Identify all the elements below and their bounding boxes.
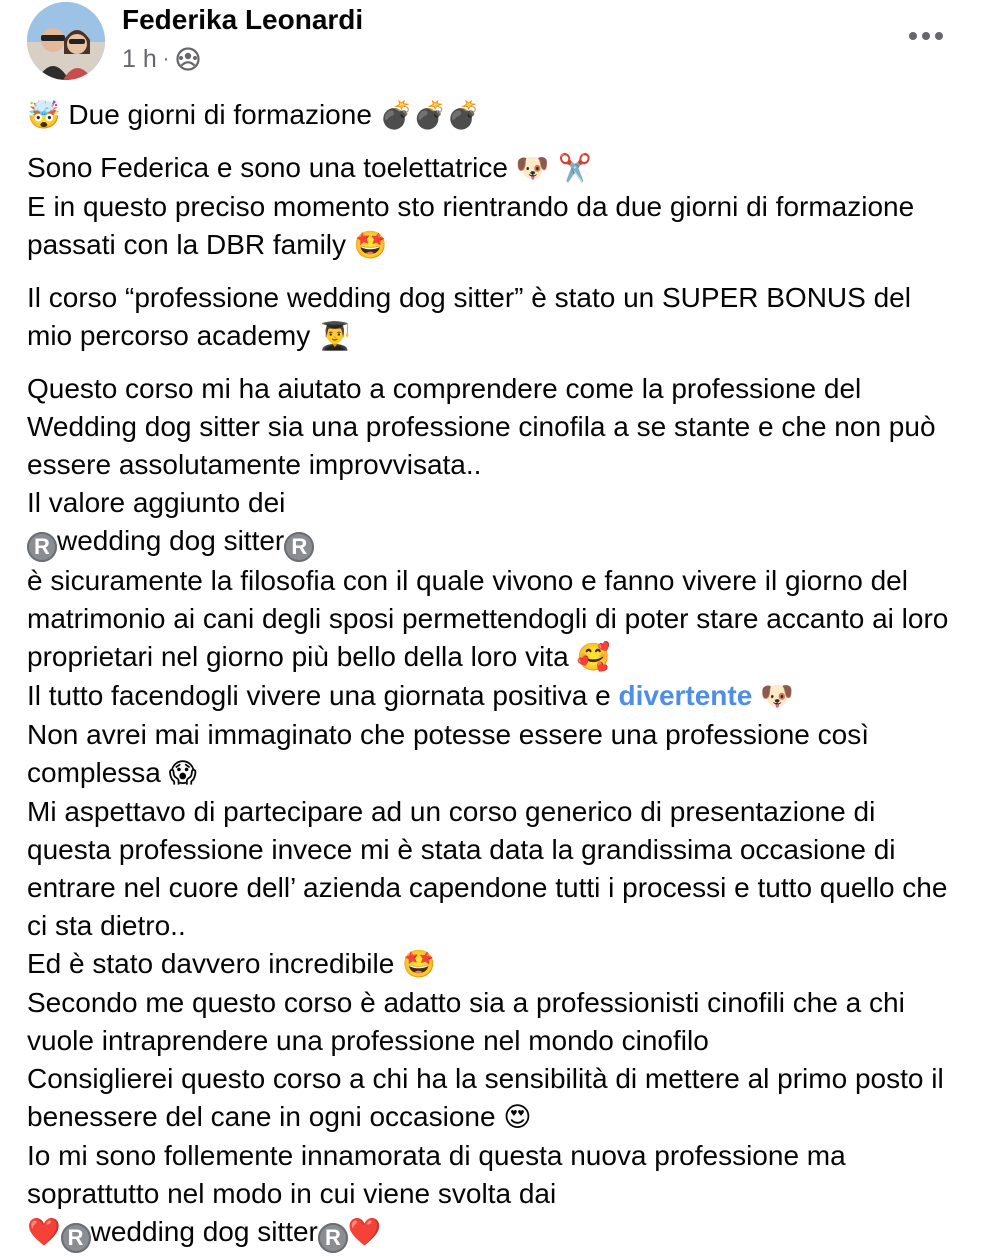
registered-icon: R — [61, 1223, 91, 1253]
graduate-emoji: 👨‍🎓 — [318, 321, 352, 352]
post-text: Consiglierei questo corso a chi ha la sensibilità di mettere al primo posto il benessere del cane in ogni occasione — [27, 1063, 944, 1132]
red-heart-emoji: ❤️ — [347, 1217, 382, 1248]
post-body — [27, 96, 957, 1253]
star-struck-emoji: 🤩 — [353, 230, 388, 261]
post-text: Ed è stato davvero incredibile — [27, 948, 403, 979]
author-name[interactable]: Federika Leonardi — [122, 4, 364, 35]
paragraph-2 — [27, 149, 957, 265]
post-text: Io mi sono follemente innamorata di questa nuova professione ma soprattutto nel modo in cui viene svolta dai — [27, 1140, 846, 1209]
paragraph-4 — [27, 370, 957, 1253]
red-heart-emoji: ❤️ — [27, 1217, 61, 1248]
paragraph-3 — [27, 279, 957, 356]
post-timestamp[interactable]: 1 h — [122, 44, 157, 73]
post-text: Il valore aggiunto dei — [27, 487, 286, 518]
smiling-hearts-emoji: 🥰 — [576, 642, 611, 673]
registered-icon: R — [284, 532, 314, 562]
avatar-photo-icon — [27, 2, 105, 80]
post-text: Non avrei mai immaginato che potesse essere una professione così complessa — [27, 719, 869, 788]
dog-scissors-emoji: 🐶 ✂️ — [515, 153, 592, 184]
post-text: Il tutto facendogli vivere una giornata positiva e — [27, 680, 619, 711]
author-avatar[interactable] — [27, 2, 105, 80]
post-text: Questo corso mi ha aiutato a comprendere come la professione del Wedding dog sitter sia una professione cinofila a se stante e che non può essere assolutamente improvvisata.. — [27, 373, 936, 480]
post-text: Due giorni di formazione — [60, 99, 380, 130]
post-text: wedding dog sitter — [57, 525, 285, 556]
post-meta — [122, 43, 201, 75]
post-text: Sono Federica e sono una toelettatrice — [27, 152, 516, 183]
post-text: E in questo preciso momento sto rientrando da due giorni di formazione passati con la DBR family — [27, 191, 915, 260]
screaming-emoji: 😱 — [168, 758, 197, 789]
more-options-button[interactable] — [902, 18, 950, 54]
post-header — [0, 0, 994, 90]
post-text: wedding dog sitter — [90, 1216, 318, 1247]
more-options-icon — [908, 31, 944, 41]
star-struck-emoji: 🤩 — [402, 949, 436, 980]
post-text: Il corso “professione wedding dog sitter” è stato un SUPER BONUS del mio percorso academy — [27, 282, 911, 351]
post-text: Secondo me questo corso è adatto sia a professionisti cinofili che a chi vuole intraprendere una professione nel mondo cinofilo — [27, 987, 905, 1056]
mind-blown-emoji: 🤯 — [27, 100, 61, 131]
post-text: Mi aspettavo di partecipare ad un corso generico di presentazione di questa professione invece mi è stata data la grandissima occasione di entrare nel cuore dell’ azienda capendone tutti i processi e tutto quello che ci sta dietro.. — [27, 796, 948, 941]
bomb-emoji: 💣💣💣 — [379, 100, 481, 131]
heart-eyes-emoji: 😍 — [503, 1102, 532, 1133]
public-globe-icon[interactable] — [175, 46, 201, 72]
registered-icon: R — [318, 1223, 348, 1253]
dog-emoji: 🐶 — [760, 681, 794, 712]
post-text: è sicuramente la filosofia con il quale vivono e fanno vivere il giorno del matrimonio ai cani degli sposi permettendogli di poter stare accanto ai loro proprietari nel giorno più bello della loro vita — [27, 565, 949, 672]
paragraph-1 — [27, 96, 957, 135]
divertente-link[interactable]: divertente — [618, 680, 753, 711]
meta-separator: · — [162, 47, 170, 70]
registered-icon: R — [27, 532, 57, 562]
